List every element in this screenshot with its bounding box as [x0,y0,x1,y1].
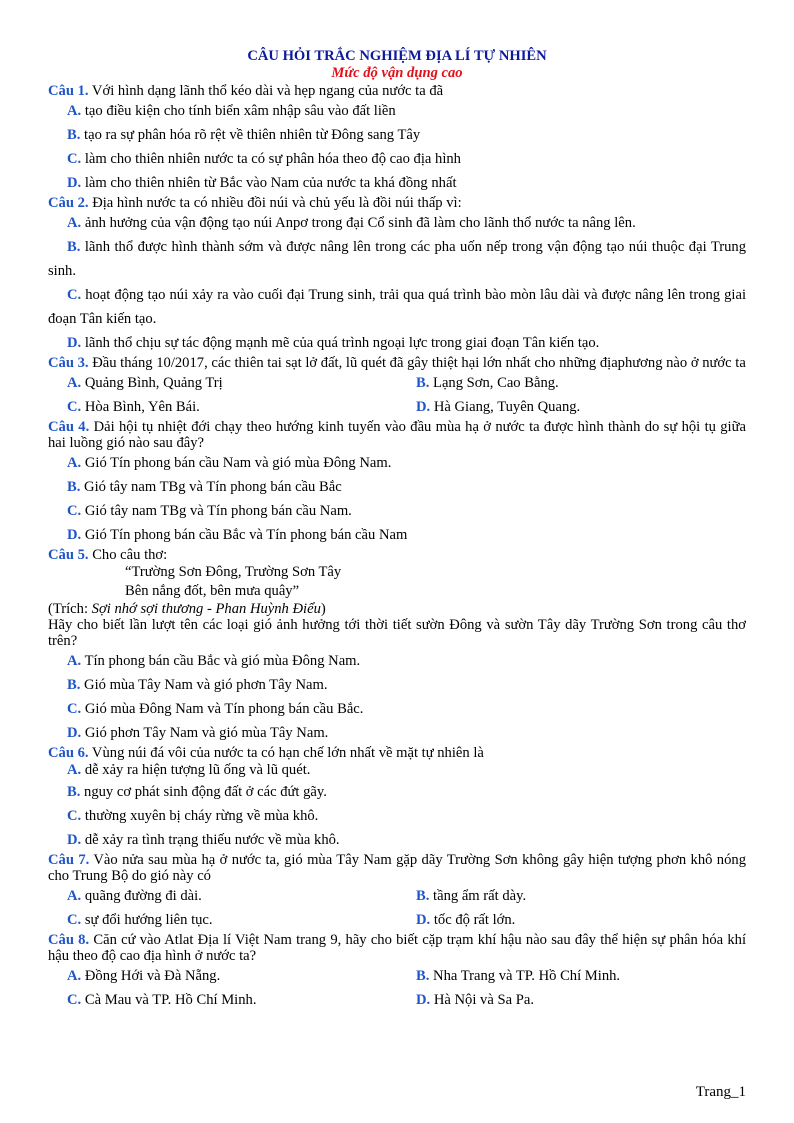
options-row [48,395,746,419]
option-a: A. Quảng Bình, Quảng Trị [67,375,223,391]
option-c: C. hoạt động tạo núi xảy ra vào cuối đại Trung sinh, trải qua quá trình bào mòn lâu dài và được nâng lên trong giai đoạn Tân kiến tạo. [48,287,746,327]
option-c: C. thường xuyên bị cháy rừng về mùa khô. [67,808,319,824]
options-row [48,988,746,1012]
option-d: D. Hà Nội và Sa Pa. [416,992,534,1008]
option-a: A. ảnh hưởng của vận động tạo núi Anpơ trong đại Cổ sinh đã làm cho lãnh thổ nước ta nâng lên. [67,215,636,231]
question-5 [48,547,746,745]
poem-line: “Trường Sơn Đông, Trường Sơn Tây [125,564,342,580]
document-title: CÂU HỎI TRẮC NGHIỆM ĐỊA LÍ TỰ NHIÊN [247,48,547,64]
option-d: D. làm cho thiên nhiên từ Bắc vào Nam của nước ta khá đồng nhất [67,175,457,191]
poem-source: (Trích: Sợi nhớ sợi thương - Phan Huỳnh Điểu) [48,601,326,617]
question-7 [48,852,746,932]
option-b: B. tầng ẩm rất dày. [416,888,527,904]
question-number: Câu 6. [48,745,89,761]
question-number: Câu 5. [48,547,89,563]
question-stem: Câu 7. Vào nửa sau mùa hạ ở nước ta, gió mùa Tây Nam gặp dãy Trường Sơn không gây hiện tượng phơn khô nóng cho Trung Bộ do gió này có [48,852,746,884]
options-row [48,371,746,395]
option-c: C. Gió tây nam TBg và Tín phong bán cầu Nam. [67,503,352,519]
document-page [48,48,746,1012]
option-d: D. Gió Tín phong bán cầu Bắc và Tín phong bán cầu Nam [67,527,408,543]
option-a: A. Đồng Hới và Đà Nẵng. [67,968,221,984]
question-stem: Câu 8. Căn cứ vào Atlat Địa lí Việt Nam trang 9, hãy cho biết cặp trạm khí hậu nào sau đây thể hiện sự phân hóa khí hậu theo độ cao địa hình ở nước ta? [48,932,746,964]
option-b: B. Gió mùa Tây Nam và gió phơn Tây Nam. [67,677,328,693]
option-a: A. dễ xảy ra hiện tượng lũ ống và lũ quét. [67,762,311,778]
question-prompt: Hãy cho biết lần lượt tên các loại gió ảnh hưởng tới thời tiết sườn Đông và sườn Tây dãy Trường Sơn trong câu thơ trên? [48,617,746,649]
question-number: Câu 2. [48,195,89,211]
question-stem: Câu 2. Địa hình nước ta có nhiều đồi núi và chủ yếu là đồi núi thấp vì: [48,195,462,211]
question-number: Câu 7. [48,852,90,868]
question-stem: Câu 3. Đầu tháng 10/2017, các thiên tai sạt lở đất, lũ quét đã gây thiệt hại lớn nhất cho những địaphương nào ở nước ta [48,355,746,371]
options-row [48,964,746,988]
option-c: C. Cà Mau và TP. Hồ Chí Minh. [67,992,257,1008]
option-c: C. sự đổi hướng liên tục. [67,912,213,928]
question-stem: Câu 5. Cho câu thơ: [48,547,168,563]
question-stem: Câu 1. Với hình dạng lãnh thổ kéo dài và hẹp ngang của nước ta đã [48,83,444,99]
question-number: Câu 3. [48,355,89,371]
option-b: B. Lạng Sơn, Cao Bằng. [416,375,559,391]
option-a: A. quãng đường đi dài. [67,888,202,904]
poem-line: Bên nắng đốt, bên mưa quây” [125,583,300,599]
question-stem: Câu 6. Vùng núi đá vôi của nước ta có hạn chế lớn nhất về mặt tự nhiên là [48,745,484,761]
document-subtitle: Mức độ vận dụng cao [331,65,463,81]
question-1 [48,83,746,195]
question-number: Câu 4. [48,419,90,435]
option-a: A. Gió Tín phong bán cầu Nam và gió mùa Đông Nam. [67,455,392,471]
option-b: B. lãnh thổ được hình thành sớm và được nâng lên trong các pha uốn nếp trong vận động tạo núi thuộc đại Trung sinh. [48,239,746,279]
options-row [48,884,746,908]
question-3 [48,355,746,419]
option-c: C. Hòa Bình, Yên Bái. [67,399,200,415]
option-b: B. tạo ra sự phân hóa rõ rệt về thiên nhiên từ Đông sang Tây [67,127,421,143]
question-stem: Câu 4. Dải hội tụ nhiệt đới chạy theo hướng kinh tuyến vào đầu mùa hạ ở nước ta được hình thành do sự hội tụ giữa hai luồng gió nào sau đây? [48,419,747,451]
option-c: C. Gió mùa Đông Nam và Tín phong bán cầu Bắc. [67,701,364,717]
options-row [48,908,746,932]
option-d: D. tốc độ rất lớn. [416,912,516,928]
question-number: Câu 8. [48,932,90,948]
option-c: C. làm cho thiên nhiên nước ta có sự phân hóa theo độ cao địa hình [67,151,461,167]
page-number: Trang_1 [695,1084,746,1100]
question-number: Câu 1. [48,83,89,99]
option-d: D. Hà Giang, Tuyên Quang. [416,399,581,415]
option-b: B. Nha Trang và TP. Hồ Chí Minh. [416,968,621,984]
option-a: A. tạo điều kiện cho tính biển xâm nhập sâu vào đất liền [67,103,396,119]
question-8 [48,932,746,1012]
option-d: D. lãnh thổ chịu sự tác động mạnh mẽ của quá trình ngoại lực trong giai đoạn Tân kiến tạo. [67,335,600,351]
question-4 [48,419,746,547]
option-a: A. Tín phong bán cầu Bắc và gió mùa Đông Nam. [67,653,361,669]
option-b: B. Gió tây nam TBg và Tín phong bán cầu Bắc [67,479,342,495]
option-d: D. dễ xảy ra tình trạng thiếu nước về mùa khô. [67,832,340,848]
option-b: B. nguy cơ phát sinh động đất ở các đứt gãy. [67,784,327,800]
option-d: D. Gió phơn Tây Nam và gió mùa Tây Nam. [67,725,329,741]
question-6 [48,745,746,852]
question-2 [48,195,746,355]
